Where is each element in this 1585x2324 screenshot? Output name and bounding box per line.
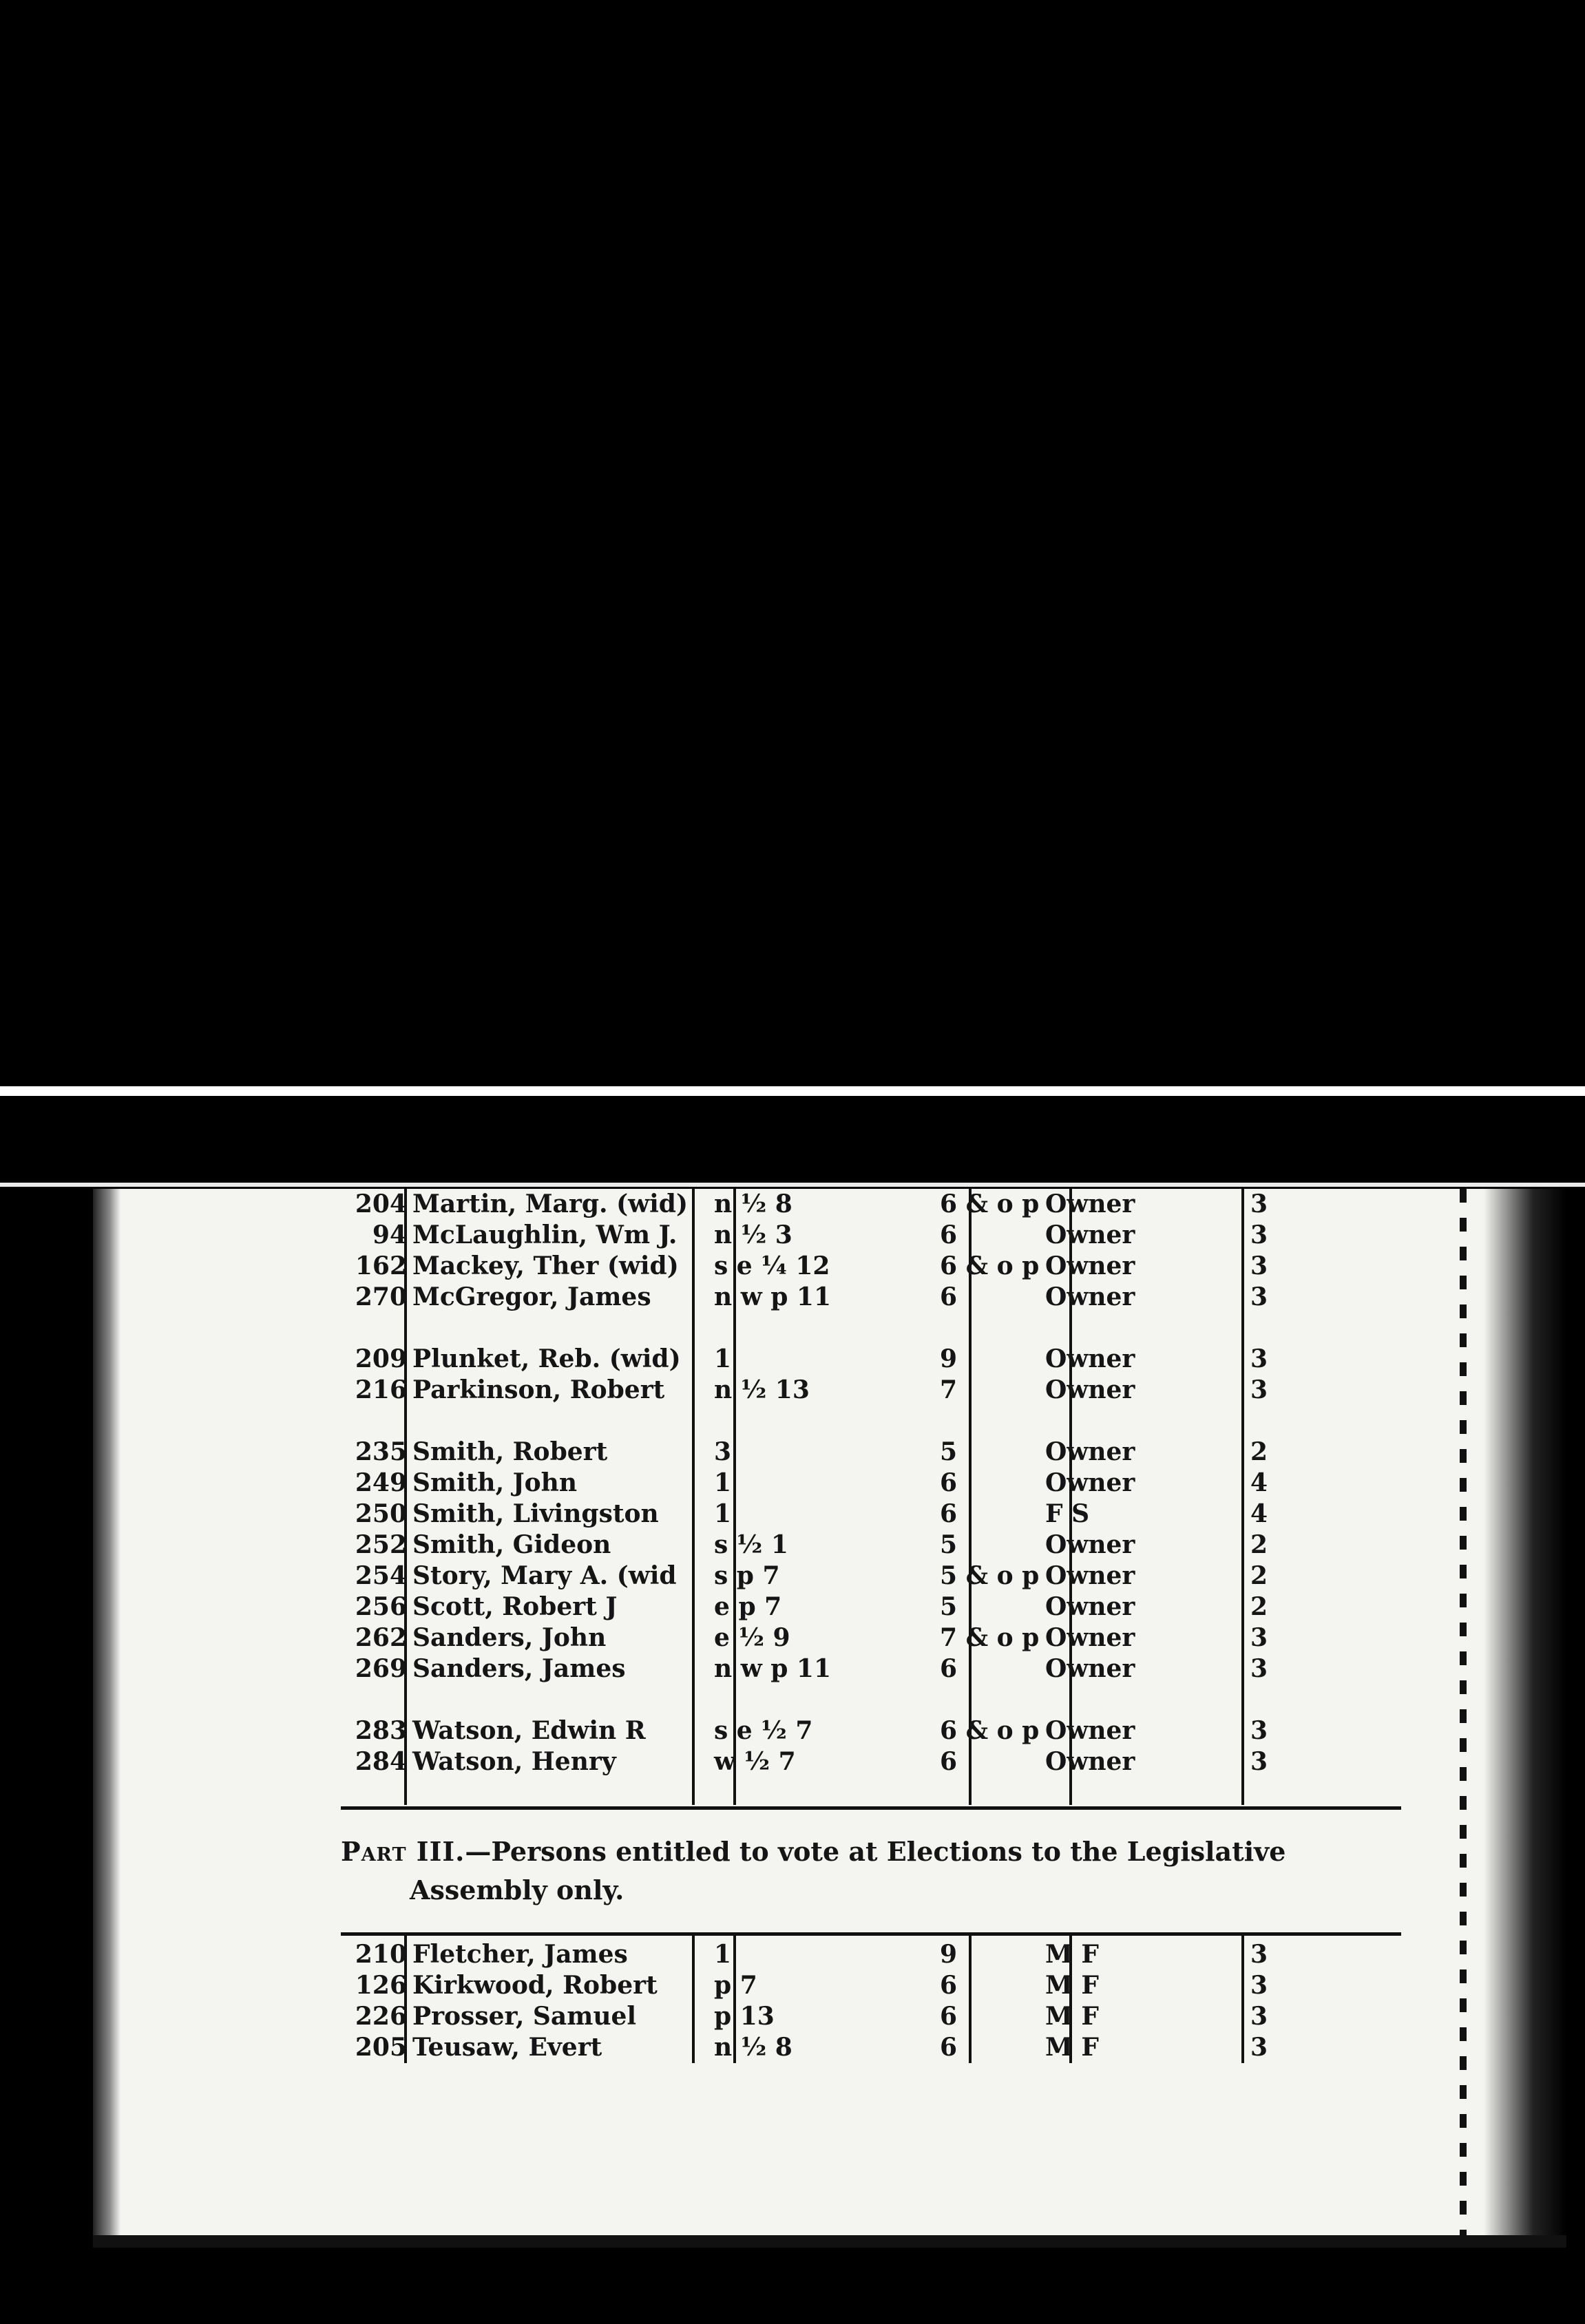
- scan-right-edge: [1484, 1189, 1566, 2235]
- voter-name: Sanders, James: [412, 1654, 626, 1683]
- table-row: [341, 1499, 1270, 1530]
- lot-number: n ½ 13: [714, 1375, 810, 1404]
- voter-name: Prosser, Samuel: [412, 2002, 637, 2031]
- row-gap: [341, 1313, 1270, 1344]
- concession: 6: [940, 1971, 958, 2000]
- property-status: Owner: [1045, 1654, 1135, 1683]
- concession: 6: [940, 2002, 958, 2031]
- table-row: [341, 1939, 1270, 1970]
- property-status: F S: [1045, 1499, 1090, 1528]
- lot-number: p 7: [714, 1971, 757, 2000]
- property-status: Owner: [1045, 1468, 1135, 1497]
- ward-number: 3: [1250, 1282, 1268, 1311]
- property-status: Owner: [1045, 1716, 1135, 1745]
- concession: 5: [940, 1530, 958, 1559]
- row-number: 269: [355, 1654, 407, 1683]
- row-number: 254: [355, 1561, 407, 1590]
- ward-number: 3: [1250, 1747, 1268, 1776]
- row-number: 126: [355, 1971, 407, 2000]
- ward-number: 4: [1250, 1499, 1268, 1528]
- property-status: Owner: [1045, 1530, 1135, 1559]
- table-row: [341, 1561, 1270, 1592]
- property-status: Owner: [1045, 1437, 1135, 1466]
- voter-name: McLaughlin, Wm J.: [412, 1221, 678, 1249]
- table-row: [341, 1746, 1270, 1777]
- ward-number: 2: [1250, 1592, 1268, 1621]
- ward-number: 3: [1250, 1940, 1268, 1969]
- table-row: [341, 1530, 1270, 1561]
- lot-number: 1: [714, 1940, 732, 1969]
- concession: 5: [940, 1437, 958, 1466]
- property-status: Owner: [1045, 1190, 1135, 1218]
- row-number: 250: [355, 1499, 407, 1528]
- ward-number: 3: [1250, 1190, 1268, 1218]
- concession: 7: [940, 1375, 958, 1404]
- lot-number: n w p 11: [714, 1282, 832, 1311]
- table-row: [341, 1189, 1270, 1220]
- lot-number: s e ½ 7: [714, 1716, 813, 1745]
- ward-number: 2: [1250, 1437, 1268, 1466]
- scan-white-band: [0, 1086, 1585, 1096]
- table-row: [341, 1654, 1270, 1684]
- concession: 5: [940, 1592, 958, 1621]
- concession: 7 & o p: [940, 1623, 1040, 1652]
- row-number: 209: [355, 1344, 407, 1373]
- property-status: Owner: [1045, 1592, 1135, 1621]
- property-status: Owner: [1045, 1251, 1135, 1280]
- concession: 6 & o p: [940, 1190, 1040, 1218]
- table-row: [341, 1437, 1270, 1468]
- ward-number: 3: [1250, 1971, 1268, 2000]
- row-number: 205: [355, 2033, 407, 2062]
- ward-number: 3: [1250, 1654, 1268, 1683]
- voter-name: Teusaw, Evert: [412, 2033, 602, 2062]
- voter-name: Watson, Henry: [412, 1747, 616, 1776]
- row-number: 210: [355, 1940, 407, 1969]
- property-status: M F: [1045, 1971, 1099, 2000]
- lot-number: 1: [714, 1499, 732, 1528]
- table-row: [341, 1220, 1270, 1251]
- lot-number: s p 7: [714, 1561, 780, 1590]
- row-number: 94: [372, 1221, 407, 1249]
- lot-number: w ½ 7: [714, 1747, 796, 1776]
- ward-number: 2: [1250, 1530, 1268, 1559]
- ward-number: 3: [1250, 2002, 1268, 2031]
- ward-number: 2: [1250, 1561, 1268, 1590]
- property-status: M F: [1045, 2002, 1099, 2031]
- row-number: 162: [355, 1251, 407, 1280]
- ward-number: 3: [1250, 1716, 1268, 1745]
- row-number: 270: [355, 1282, 407, 1311]
- row-number: 262: [355, 1623, 407, 1652]
- lot-number: n ½ 3: [714, 1221, 792, 1249]
- table-row: [341, 1468, 1270, 1499]
- row-number: 256: [355, 1592, 407, 1621]
- voter-name: McGregor, James: [412, 1282, 651, 1311]
- ward-number: 3: [1250, 1221, 1268, 1249]
- voter-name: Fletcher, James: [412, 1940, 628, 1969]
- voters-table-part3: [341, 1939, 1270, 2063]
- table-row: [341, 1970, 1270, 2001]
- row-number: 216: [355, 1375, 407, 1404]
- row-number: 284: [355, 1747, 407, 1776]
- concession: 6: [940, 1499, 958, 1528]
- lot-number: 3: [714, 1437, 732, 1466]
- table-row: [341, 1715, 1270, 1746]
- scan-grey-band: [0, 1183, 1585, 1187]
- table-row: [341, 1251, 1270, 1282]
- concession: 6: [940, 1654, 958, 1683]
- voter-name: Watson, Edwin R: [412, 1716, 646, 1745]
- row-number: 235: [355, 1437, 407, 1466]
- part-heading-text: —Persons entitled to vote at Elections to the Legislative: [465, 1836, 1286, 1867]
- voter-name: Sanders, John: [412, 1623, 607, 1652]
- lot-number: s ½ 1: [714, 1530, 788, 1559]
- row-number: 249: [355, 1468, 407, 1497]
- property-status: M F: [1045, 2033, 1099, 2062]
- concession: 6: [940, 2033, 958, 2062]
- property-status: Owner: [1045, 1344, 1135, 1373]
- concession: 9: [940, 1344, 958, 1373]
- document-page: [93, 1189, 1566, 2248]
- lot-number: e p 7: [714, 1592, 782, 1621]
- concession: 6: [940, 1468, 958, 1497]
- property-status: Owner: [1045, 1561, 1135, 1590]
- lot-number: 1: [714, 1468, 732, 1497]
- part-heading-continued: Assembly only.: [410, 1874, 624, 1905]
- ward-number: 3: [1250, 1251, 1268, 1280]
- voter-name: Smith, Livingston: [412, 1499, 659, 1528]
- voter-name: Smith, Gideon: [412, 1530, 611, 1559]
- table-row: [341, 1344, 1270, 1375]
- lot-number: e ½ 9: [714, 1623, 790, 1652]
- row-number: 204: [355, 1190, 407, 1218]
- concession: 6: [940, 1747, 958, 1776]
- row-number: 283: [355, 1716, 407, 1745]
- part-label: Part III.: [341, 1836, 465, 1867]
- property-status: Owner: [1045, 1375, 1135, 1404]
- table-row: [341, 1282, 1270, 1313]
- ward-number: 3: [1250, 1623, 1268, 1652]
- table-row: [341, 2001, 1270, 2032]
- table-row: [341, 2032, 1270, 2063]
- lot-number: p 13: [714, 2002, 775, 2031]
- row-gap: [341, 1684, 1270, 1715]
- ward-number: 4: [1250, 1468, 1268, 1497]
- lot-number: s e ¼ 12: [714, 1251, 830, 1280]
- voter-name: Story, Mary A. (wid: [412, 1561, 677, 1590]
- concession: 9: [940, 1940, 958, 1969]
- concession: 6 & o p: [940, 1716, 1040, 1745]
- voter-name: Kirkwood, Robert: [412, 1971, 658, 2000]
- property-status: M F: [1045, 1940, 1099, 1969]
- voter-name: Smith, John: [412, 1468, 578, 1497]
- property-status: Owner: [1045, 1282, 1135, 1311]
- concession: 6: [940, 1282, 958, 1311]
- row-number: 226: [355, 2002, 407, 2031]
- voter-name: Scott, Robert J: [412, 1592, 618, 1621]
- voter-name: Smith, Robert: [412, 1437, 608, 1466]
- lot-number: n ½ 8: [714, 2033, 792, 2062]
- scan-left-shadow: [93, 1189, 120, 2235]
- ward-number: 3: [1250, 1375, 1268, 1404]
- lot-number: n w p 11: [714, 1654, 832, 1683]
- concession: 6 & o p: [940, 1251, 1040, 1280]
- property-status: Owner: [1045, 1747, 1135, 1776]
- lot-number: 1: [714, 1344, 732, 1373]
- concession: 6: [940, 1221, 958, 1249]
- property-status: Owner: [1045, 1221, 1135, 1249]
- section-rule-top: [341, 1806, 1401, 1810]
- voter-name: Parkinson, Robert: [412, 1375, 665, 1404]
- voter-name: Plunket, Reb. (wid): [412, 1344, 681, 1373]
- part-heading: [341, 1832, 1401, 1910]
- row-gap: [341, 1406, 1270, 1437]
- lot-number: n ½ 8: [714, 1190, 792, 1218]
- table-row: [341, 1375, 1270, 1406]
- table-row: [341, 1623, 1270, 1654]
- page-perforation: [1460, 1189, 1467, 2235]
- concession: 5 & o p: [940, 1561, 1040, 1590]
- property-status: Owner: [1045, 1623, 1135, 1652]
- voters-table-part2: [341, 1189, 1270, 1777]
- voter-name: Martin, Marg. (wid): [412, 1190, 688, 1218]
- row-number: 252: [355, 1530, 407, 1559]
- ward-number: 3: [1250, 1344, 1268, 1373]
- ward-number: 3: [1250, 2033, 1268, 2062]
- table-row: [341, 1592, 1270, 1623]
- voter-name: Mackey, Ther (wid): [412, 1251, 679, 1280]
